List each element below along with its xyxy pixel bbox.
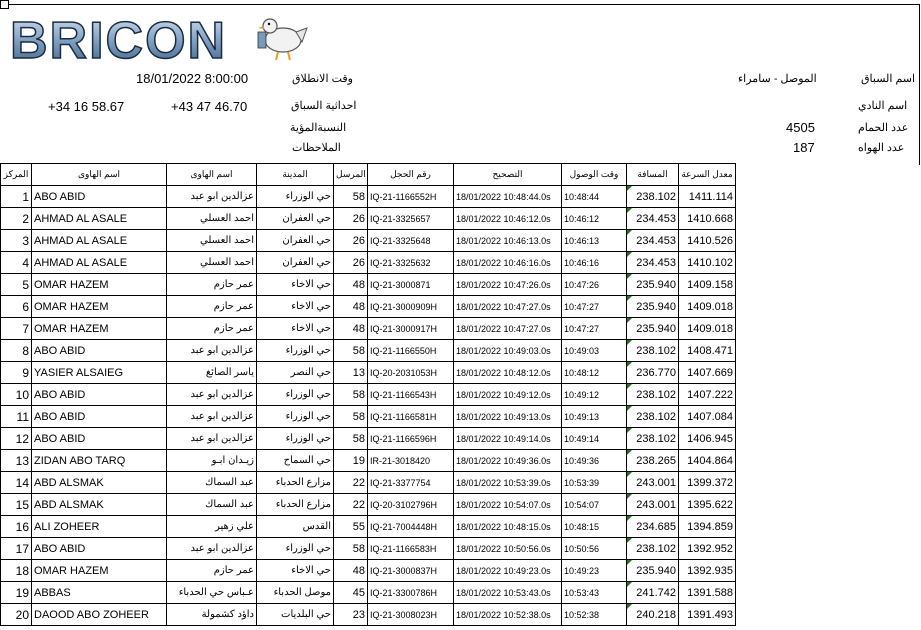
col-header-name-en: اسم الهاوى <box>32 164 167 186</box>
distance-cell: 235.940 <box>627 318 679 340</box>
name-en-cell: ABO ABID <box>32 340 167 362</box>
name-en-cell: ABO ABID <box>32 428 167 450</box>
col-header-rank: المركز <box>1 164 32 186</box>
table-row <box>1 516 736 538</box>
distance-cell: 243.001 <box>627 494 679 516</box>
ring-cell: IQ-21-3008023H <box>368 604 454 626</box>
fanciers-value: 187 <box>793 140 815 155</box>
speed-cell: 1399.372 <box>679 472 736 494</box>
rank-cell: 20 <box>1 604 32 626</box>
table-row <box>1 604 736 626</box>
correction-cell: 18/01/2022 10:49:36.0s <box>454 450 562 472</box>
arrival-cell: 10:46:12 <box>562 208 627 230</box>
name-en-cell: OMAR HAZEM <box>32 274 167 296</box>
ring-cell: IQ-21-1166552H <box>368 186 454 208</box>
city-cell: حي الوزراء <box>257 428 334 450</box>
city-cell: حي العفران <box>257 230 334 252</box>
ring-cell: IR-21-3018420 <box>368 450 454 472</box>
table-row <box>1 362 736 384</box>
name-en-cell: OMAR HAZEM <box>32 318 167 340</box>
arrival-cell: 10:47:27 <box>562 318 627 340</box>
name-ar-cell: احمد العسلي <box>167 230 257 252</box>
table-row <box>1 560 736 582</box>
distance-cell: 238.102 <box>627 384 679 406</box>
distance-cell: 234.453 <box>627 230 679 252</box>
pigeon-icon <box>258 19 307 60</box>
rank-cell: 18 <box>1 560 32 582</box>
arrival-cell: 10:47:26 <box>562 274 627 296</box>
ring-cell: IQ-21-1166581H <box>368 406 454 428</box>
name-en-cell: ABO ABID <box>32 384 167 406</box>
ring-cell: IQ-21-1166550H <box>368 340 454 362</box>
rank-cell: 8 <box>1 340 32 362</box>
name-ar-cell: عمر حازم <box>167 560 257 582</box>
rank-cell: 2 <box>1 208 32 230</box>
arrival-cell: 10:48:12 <box>562 362 627 384</box>
name-en-cell: ABD ALSMAK <box>32 472 167 494</box>
name-en-cell: DAOOD ABO ZOHEER <box>32 604 167 626</box>
table-row <box>1 230 736 252</box>
name-en-cell: YASIER ALSAIEG <box>32 362 167 384</box>
speed-cell: 1391.493 <box>679 604 736 626</box>
city-cell: حي النصر <box>257 362 334 384</box>
rank-cell: 11 <box>1 406 32 428</box>
name-ar-cell: عزالدين ابو عبد <box>167 428 257 450</box>
ring-cell: IQ-21-3000917H <box>368 318 454 340</box>
correction-cell: 18/01/2022 10:50:56.0s <box>454 538 562 560</box>
speed-cell: 1392.935 <box>679 560 736 582</box>
distance-cell: 241.742 <box>627 582 679 604</box>
name-en-cell: AHMAD AL ASALE <box>32 208 167 230</box>
speed-cell: 1392.952 <box>679 538 736 560</box>
name-ar-cell: عزالدين ابو عبد <box>167 340 257 362</box>
distance-cell: 238.102 <box>627 428 679 450</box>
arrival-cell: 10:49:36 <box>562 450 627 472</box>
rank-cell: 7 <box>1 318 32 340</box>
bricon-logo <box>8 6 308 66</box>
rank-cell: 9 <box>1 362 32 384</box>
city-cell: حي الوزراء <box>257 186 334 208</box>
sent-cell: 58 <box>334 538 368 560</box>
distance-cell: 235.940 <box>627 274 679 296</box>
table-row <box>1 252 736 274</box>
rank-cell: 14 <box>1 472 32 494</box>
city-cell: حي البلديات <box>257 604 334 626</box>
ring-cell: IQ-21-3325632 <box>368 252 454 274</box>
correction-cell: 18/01/2022 10:49:03.0s <box>454 340 562 362</box>
rank-cell: 1 <box>1 186 32 208</box>
correction-cell: 18/01/2022 10:54:07.0s <box>454 494 562 516</box>
speed-cell: 1410.668 <box>679 208 736 230</box>
sent-cell: 26 <box>334 208 368 230</box>
rank-cell: 6 <box>1 296 32 318</box>
notes-label: الملاحظات <box>292 142 341 154</box>
distance-cell: 238.102 <box>627 340 679 362</box>
name-en-cell: ZIDAN ABO TARQ <box>32 450 167 472</box>
name-ar-cell: ياسر الصائغ <box>167 362 257 384</box>
distance-cell: 238.265 <box>627 450 679 472</box>
ring-cell: IQ-20-2031053H <box>368 362 454 384</box>
correction-cell: 18/01/2022 10:53:43.0s <box>454 582 562 604</box>
city-cell: مزارع الحدباء <box>257 472 334 494</box>
city-cell: حي الوزراء <box>257 538 334 560</box>
distance-cell: 243.001 <box>627 472 679 494</box>
name-ar-cell: عـباس حي الحدباء <box>167 582 257 604</box>
name-ar-cell: عبد السماك <box>167 472 257 494</box>
speed-cell: 1409.158 <box>679 274 736 296</box>
table-row <box>1 340 736 362</box>
distance-cell: 235.940 <box>627 560 679 582</box>
city-cell: موصل الحدباء <box>257 582 334 604</box>
race-name-label: اسم السباق <box>861 73 916 85</box>
ring-cell: IQ-21-3000909H <box>368 296 454 318</box>
table-header-row <box>1 164 736 186</box>
ring-cell: IQ-21-1166583H <box>368 538 454 560</box>
rank-cell: 4 <box>1 252 32 274</box>
city-cell: القدس <box>257 516 334 538</box>
speed-cell: 1410.102 <box>679 252 736 274</box>
name-en-cell: ABO ABID <box>32 406 167 428</box>
ring-cell: IQ-21-7004448H <box>368 516 454 538</box>
table-row <box>1 186 736 208</box>
city-cell: حي السماح <box>257 450 334 472</box>
name-ar-cell: عزالدين ابو عبد <box>167 384 257 406</box>
correction-cell: 18/01/2022 10:47:27.0s <box>454 296 562 318</box>
name-ar-cell: عزالدين ابو عبد <box>167 538 257 560</box>
distance-cell: 240.218 <box>627 604 679 626</box>
correction-cell: 18/01/2022 10:46:13.0s <box>454 230 562 252</box>
city-cell: حي الوزراء <box>257 384 334 406</box>
table-row <box>1 406 736 428</box>
city-cell: حي الوزراء <box>257 340 334 362</box>
sent-cell: 48 <box>334 296 368 318</box>
speed-cell: 1408.471 <box>679 340 736 362</box>
rank-cell: 17 <box>1 538 32 560</box>
name-en-cell: ABD ALSMAK <box>32 494 167 516</box>
club-name-label: اسم النادي <box>858 100 908 112</box>
speed-cell: 1411.114 <box>679 186 736 208</box>
ring-cell: IQ-21-3000871 <box>368 274 454 296</box>
start-time-value: 18/01/2022 8:00:00 <box>136 71 249 86</box>
col-header-correction: التصحيح <box>454 164 562 186</box>
speed-cell: 1409.018 <box>679 296 736 318</box>
ring-cell: IQ-21-3000837H <box>368 560 454 582</box>
correction-cell: 18/01/2022 10:47:26.0s <box>454 274 562 296</box>
correction-cell: 18/01/2022 10:48:44.0s <box>454 186 562 208</box>
table-row <box>1 384 736 406</box>
distance-cell: 235.940 <box>627 296 679 318</box>
ring-cell: IQ-21-3377754 <box>368 472 454 494</box>
coord-lat: +34 16 58.67 <box>48 99 125 114</box>
correction-cell: 18/01/2022 10:47:27.0s <box>454 318 562 340</box>
correction-cell: 18/01/2022 10:48:12.0s <box>454 362 562 384</box>
logo-text: BRICON <box>10 12 228 66</box>
sent-cell: 26 <box>334 252 368 274</box>
results-body <box>1 186 736 626</box>
correction-cell: 18/01/2022 10:46:12.0s <box>454 208 562 230</box>
correction-cell: 18/01/2022 10:49:13.0s <box>454 406 562 428</box>
start-time-label: وقت الانطلاق <box>292 73 353 85</box>
rank-cell: 12 <box>1 428 32 450</box>
table-row <box>1 318 736 340</box>
table-row <box>1 538 736 560</box>
arrival-cell: 10:49:13 <box>562 406 627 428</box>
sent-cell: 22 <box>334 472 368 494</box>
sent-cell: 48 <box>334 560 368 582</box>
arrival-cell: 10:52:38 <box>562 604 627 626</box>
percentage-label: النسبةالمؤية <box>290 122 347 134</box>
name-en-cell: OMAR HAZEM <box>32 296 167 318</box>
speed-cell: 1394.859 <box>679 516 736 538</box>
ring-cell: IQ-20-3102796H <box>368 494 454 516</box>
speed-cell: 1407.669 <box>679 362 736 384</box>
rank-cell: 13 <box>1 450 32 472</box>
sent-cell: 45 <box>334 582 368 604</box>
arrival-cell: 10:49:03 <box>562 340 627 362</box>
ring-cell: IQ-21-3325648 <box>368 230 454 252</box>
pigeons-value: 4505 <box>786 120 815 135</box>
distance-cell: 234.453 <box>627 208 679 230</box>
table-row <box>1 494 736 516</box>
ring-cell: IQ-21-3325657 <box>368 208 454 230</box>
correction-cell: 18/01/2022 10:48:15.0s <box>454 516 562 538</box>
col-header-arrival: وقت الوصول <box>562 164 627 186</box>
distance-cell: 236.770 <box>627 362 679 384</box>
table-row <box>1 450 736 472</box>
speed-cell: 1407.222 <box>679 384 736 406</box>
rank-cell: 15 <box>1 494 32 516</box>
arrival-cell: 10:46:16 <box>562 252 627 274</box>
arrival-cell: 10:50:56 <box>562 538 627 560</box>
speed-cell: 1404.864 <box>679 450 736 472</box>
city-cell: حي الاخاء <box>257 318 334 340</box>
table-row <box>1 472 736 494</box>
table-row <box>1 296 736 318</box>
fanciers-label: عدد الهواه <box>858 142 905 154</box>
col-header-speed: معدل السرعة <box>679 164 736 186</box>
table-row <box>1 274 736 296</box>
sent-cell: 55 <box>334 516 368 538</box>
sent-cell: 58 <box>334 340 368 362</box>
sent-cell: 23 <box>334 604 368 626</box>
sent-cell: 13 <box>334 362 368 384</box>
city-cell: حي الاخاء <box>257 274 334 296</box>
arrival-cell: 10:49:12 <box>562 384 627 406</box>
correction-cell: 18/01/2022 10:49:12.0s <box>454 384 562 406</box>
arrival-cell: 10:49:23 <box>562 560 627 582</box>
table-row <box>1 428 736 450</box>
table-row <box>1 582 736 604</box>
arrival-cell: 10:47:27 <box>562 296 627 318</box>
coords-label: احداثية السباق <box>291 100 357 112</box>
city-cell: حي الوزراء <box>257 406 334 428</box>
city-cell: حي العفران <box>257 252 334 274</box>
name-ar-cell: عمر حازم <box>167 318 257 340</box>
arrival-cell: 10:53:39 <box>562 472 627 494</box>
speed-cell: 1395.622 <box>679 494 736 516</box>
sent-cell: 58 <box>334 384 368 406</box>
name-ar-cell: زيـدان ابـو <box>167 450 257 472</box>
sent-cell: 48 <box>334 318 368 340</box>
results-table <box>0 163 736 626</box>
correction-cell: 18/01/2022 10:46:16.0s <box>454 252 562 274</box>
name-ar-cell: عزالدين ابو عبد <box>167 186 257 208</box>
name-ar-cell: علي زهير <box>167 516 257 538</box>
city-cell: مزارع الحدباء <box>257 494 334 516</box>
race-name-value: الموصل - سامراء <box>738 73 817 85</box>
arrival-cell: 10:49:14 <box>562 428 627 450</box>
correction-cell: 18/01/2022 10:53:39.0s <box>454 472 562 494</box>
distance-cell: 238.102 <box>627 186 679 208</box>
arrival-cell: 10:48:15 <box>562 516 627 538</box>
arrival-cell: 10:46:13 <box>562 230 627 252</box>
city-cell: حي العفران <box>257 208 334 230</box>
rank-cell: 19 <box>1 582 32 604</box>
rank-cell: 16 <box>1 516 32 538</box>
name-ar-cell: احمد العسلي <box>167 252 257 274</box>
name-ar-cell: احمد العسلي <box>167 208 257 230</box>
name-en-cell: ABO ABID <box>32 186 167 208</box>
name-ar-cell: عمر حازم <box>167 274 257 296</box>
coord-lon: +43 47 46.70 <box>171 99 248 114</box>
name-ar-cell: داؤد كشمولة <box>167 604 257 626</box>
sent-cell: 58 <box>334 186 368 208</box>
col-header-sent: المرسل <box>334 164 368 186</box>
pigeons-label: عدد الحمام <box>858 122 909 134</box>
rank-cell: 10 <box>1 384 32 406</box>
name-en-cell: ABO ABID <box>32 538 167 560</box>
speed-cell: 1391.588 <box>679 582 736 604</box>
correction-cell: 18/01/2022 10:49:14.0s <box>454 428 562 450</box>
rank-cell: 3 <box>1 230 32 252</box>
col-header-distance: المسافة <box>627 164 679 186</box>
sent-cell: 22 <box>334 494 368 516</box>
sent-cell: 48 <box>334 274 368 296</box>
ring-cell: IQ-21-1166596H <box>368 428 454 450</box>
col-header-city: المدينة <box>257 164 334 186</box>
name-en-cell: ABBAS <box>32 582 167 604</box>
distance-cell: 238.102 <box>627 406 679 428</box>
name-ar-cell: عمر حازم <box>167 296 257 318</box>
sent-cell: 58 <box>334 428 368 450</box>
ring-cell: IQ-21-1166543H <box>368 384 454 406</box>
speed-cell: 1406.945 <box>679 428 736 450</box>
name-en-cell: AHMAD AL ASALE <box>32 230 167 252</box>
speed-cell: 1410.526 <box>679 230 736 252</box>
distance-cell: 238.102 <box>627 538 679 560</box>
name-ar-cell: عزالدين ابو عبد <box>167 406 257 428</box>
name-en-cell: ALI ZOHEER <box>32 516 167 538</box>
arrival-cell: 10:48:44 <box>562 186 627 208</box>
col-header-ring: رقم الحجل <box>368 164 454 186</box>
speed-cell: 1409.018 <box>679 318 736 340</box>
city-cell: حي الاخاء <box>257 560 334 582</box>
table-row <box>1 208 736 230</box>
correction-cell: 18/01/2022 10:49:23.0s <box>454 560 562 582</box>
distance-cell: 234.453 <box>627 252 679 274</box>
sent-cell: 19 <box>334 450 368 472</box>
arrival-cell: 10:54:07 <box>562 494 627 516</box>
speed-cell: 1407.084 <box>679 406 736 428</box>
ring-cell: IQ-21-3300786H <box>368 582 454 604</box>
distance-cell: 234.685 <box>627 516 679 538</box>
correction-cell: 18/01/2022 10:52:38.0s <box>454 604 562 626</box>
name-en-cell: AHMAD AL ASALE <box>32 252 167 274</box>
col-header-name-ar: اسم الهاوى <box>167 164 257 186</box>
rank-cell: 5 <box>1 274 32 296</box>
name-en-cell: OMAR HAZEM <box>32 560 167 582</box>
sent-cell: 58 <box>334 406 368 428</box>
arrival-cell: 10:53:43 <box>562 582 627 604</box>
name-ar-cell: عبد السماك <box>167 494 257 516</box>
city-cell: حي الاخاء <box>257 296 334 318</box>
sent-cell: 26 <box>334 230 368 252</box>
